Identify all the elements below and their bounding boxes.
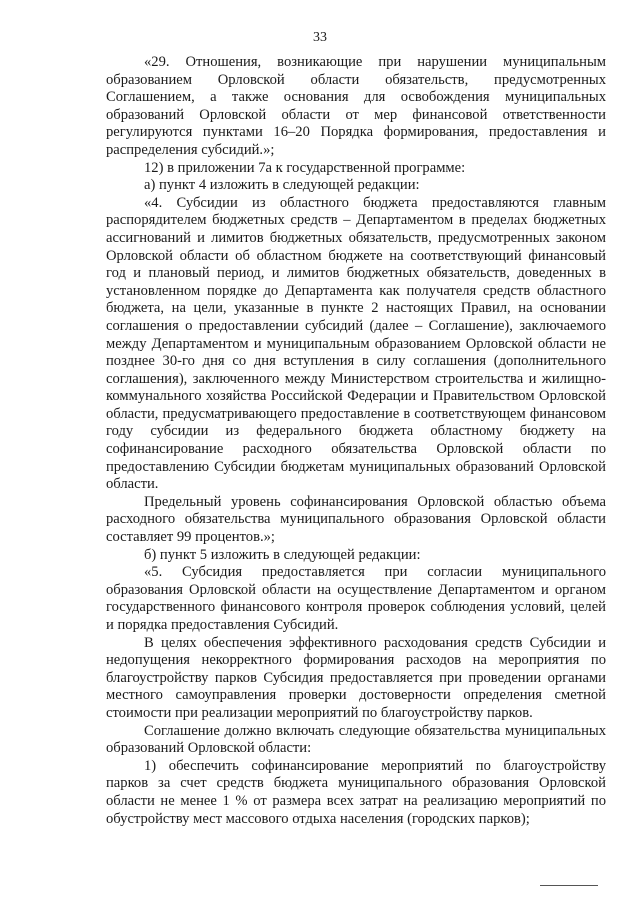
paragraph-point-4: «4. Субсидии из областного бюджета предоставляются главным распорядителем бюджетных средств – Департаментом в пределах бюджетных ассигнований и лимитов бюджетных обязательств, предусмотренных законом Орловской области об областном бюджете на соответствующий финансовый год и плановый период, и лимитов бюджетных обязательств, доведенных в установленном порядке до Департамента как получателя средств областного бюджета, на цели, указанные в пункте 2 настоящих Правил, на основании соглашения о предоставлении субсидий (далее – Соглашение), заключаемого между Департаментом и муниципальным образованием Орловской области не позднее 30-го дня со дня вступления в силу соглашения (дополнительного соглашения), заключенного между Министерством строительства и жилищно-коммунального хозяйства Российской Федерации и Правительством Орловской области, предусматривающего предоставление в соответствующем финансовом году субсидии из федерального бюджета областному бюджету на софинансирование расходного обязательства Орловской области по предоставлению Субсидии бюджетам муниципальных образований Орловской области.	[106, 194, 606, 493]
paragraph-item-12: 12) в приложении 7а к государственной программе:	[144, 159, 466, 176]
footer-line	[540, 885, 598, 886]
paragraph-agreement-obligations: Соглашение должно включать следующие обязательства муниципальных образований Орловской области:	[106, 722, 606, 757]
paragraph-point-5: «5. Субсидия предоставляется при согласии муниципального образования Орловской области на осуществление Департаментом и органом государственного финансового контроля проверок соблюдения условий, целей и порядка предоставления Субсидий.	[106, 564, 606, 633]
paragraph-obligation-1: 1) обеспечить софинансирование мероприятий по благоустройству парков за счет средств бюджета муниципального образования Орловской области не менее 1 % от размера всех затрат на реализацию мероприятий по обустройству мест массового отдыха населения (городских парков);	[106, 757, 606, 827]
paragraph-cofinancing-level: Предельный уровень софинансирования Орловской областью объема расходного обязательства муниципального образования Орловской области составляет 99 процентов.»;	[106, 493, 606, 546]
page-number: 33	[313, 30, 327, 45]
paragraph-29-relations: «29. Отношения, возникающие при нарушении муниципальным образованием Орловской области обязательств, предусмотренных Соглашением, а также основания для освобождения муниципальных образований Орловской области от мер финансовой ответственности регулируются пунктами 16–20 Порядка формирования, предоставления и распределения субсидий.»;	[106, 54, 606, 158]
document-body	[106, 54, 606, 828]
paragraph-subitem-b: б) пункт 5 изложить в следующей редакции:	[144, 546, 421, 563]
paragraph-efficiency: В целях обеспечения эффективного расходования средств Субсидии и недопущения некорректного формирования расходов на мероприятия по благоустройству парков Субсидия предоставляется при проведении органами местного самоуправления проверки достоверности определения сметной стоимости при реализации мероприятий по благоустройству парков.	[106, 634, 606, 721]
paragraph-subitem-a: а) пункт 4 изложить в следующей редакции:	[144, 177, 420, 194]
